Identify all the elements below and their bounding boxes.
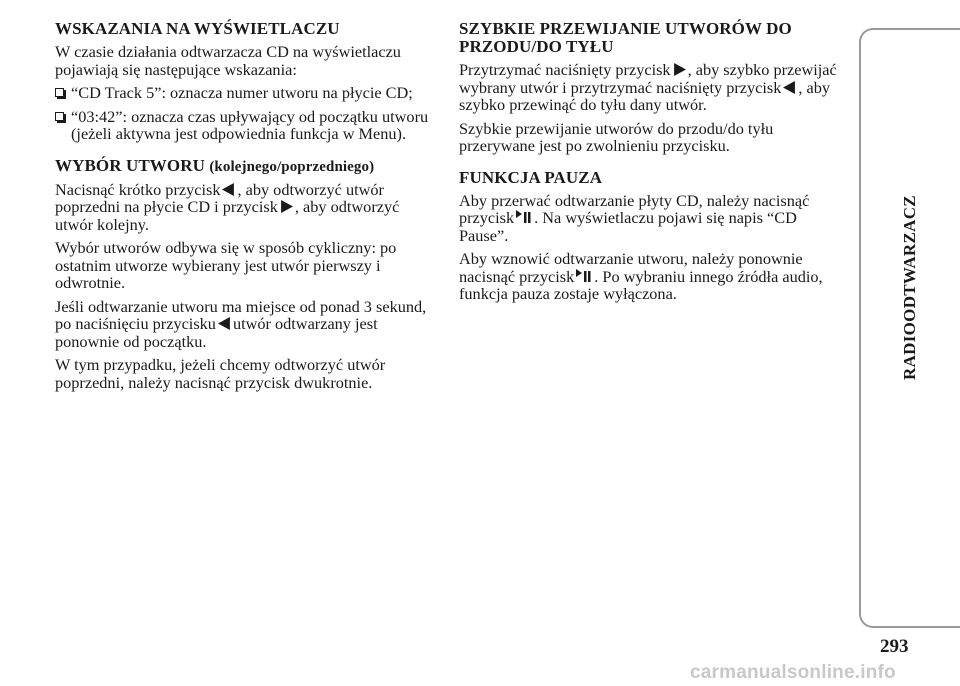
bullet-time: “03:42”: oznacza czas upływający od początku utworu (jeżeli aktywna jest odpowiednia funkcja w Menu). <box>55 108 441 143</box>
pause-heading: FUNKCJA PAUZA <box>459 167 603 187</box>
previous-track-icon <box>218 317 231 330</box>
chapter-tab-label: RADIOODTWARZACZ <box>900 195 919 380</box>
pause-p1: Aby przerwać odtwarzanie płyty CD, należy nacisnąć przycisk . Na wyświetlaczu pojawi się napis “CD Pause”. <box>459 190 810 245</box>
track-selection-heading: WYBÓR UTWORU (kolejnego/poprzedniego) <box>55 155 375 175</box>
page-number: 293 <box>880 636 909 657</box>
checkbox-bullet-icon <box>55 112 64 121</box>
left-column <box>55 20 441 397</box>
display-indications-heading: WSKAZANIA NA WYŚWIETLACZU <box>55 19 340 38</box>
next-track-icon <box>280 200 293 213</box>
bullet-track: “CD Track 5”: oznacza numer utworu na płycie CD; <box>55 84 441 102</box>
checkbox-bullet-icon <box>55 88 64 97</box>
watermark: carmanualsonline.info <box>690 662 896 683</box>
track-selection-p1: Nacisnąć krótko przycisk , aby odtworzyć utwór poprzedni na płycie CD i przycisk , aby odtworzyć utwór kolejny. <box>55 179 400 234</box>
forward-icon <box>673 63 686 76</box>
fast-forward-heading: SZYBKIE PRZEWIJANIE UTWORÓW DO PRZODU/DO TYŁU <box>459 19 792 56</box>
display-indications-intro: W czasie działania odtwarzacza CD na wyświetlaczu pojawiają się następujące wskazania: <box>55 42 401 79</box>
track-selection-p4: W tym przypadku, jeżeli chcemy odtworzyć utwór poprzedni, należy nacisnąć przycisk dwukrotnie. <box>55 355 386 392</box>
pause-p2: Aby wznowić odtwarzanie utworu, należy ponownie nacisnąć przycisk . Po wybraniu innego źródła audio, funkcja pauza zostaje wyłączona. <box>459 249 823 303</box>
fast-forward-p2: Szybkie przewijanie utworów do przodu/do tyłu przerywane jest po zwolnieniu przycisku. <box>459 118 774 155</box>
rewind-icon <box>783 81 796 94</box>
track-selection-p3: Jeśli odtwarzanie utworu ma miejsce od ponad 3 sekund, po naciśnięciu przycisku utwór odtwarzany jest ponownie od początku. <box>55 296 427 351</box>
track-selection-p2: Wybór utworów odbywa się w sposób cykliczny: po ostatnim utworze wybierany jest utwór pierwszy i odwrotnie. <box>55 238 397 292</box>
play-pause-icon <box>516 210 532 224</box>
play-pause-icon <box>576 269 592 283</box>
right-column <box>459 20 849 309</box>
previous-track-icon <box>222 183 235 196</box>
fast-forward-p1: Przytrzymać naciśnięty przycisk , aby szybko przewijać wybrany utwór i przytrzymać naciśnięty przycisk , aby szybko przewinąć do tyłu dany utwór. <box>459 60 837 114</box>
